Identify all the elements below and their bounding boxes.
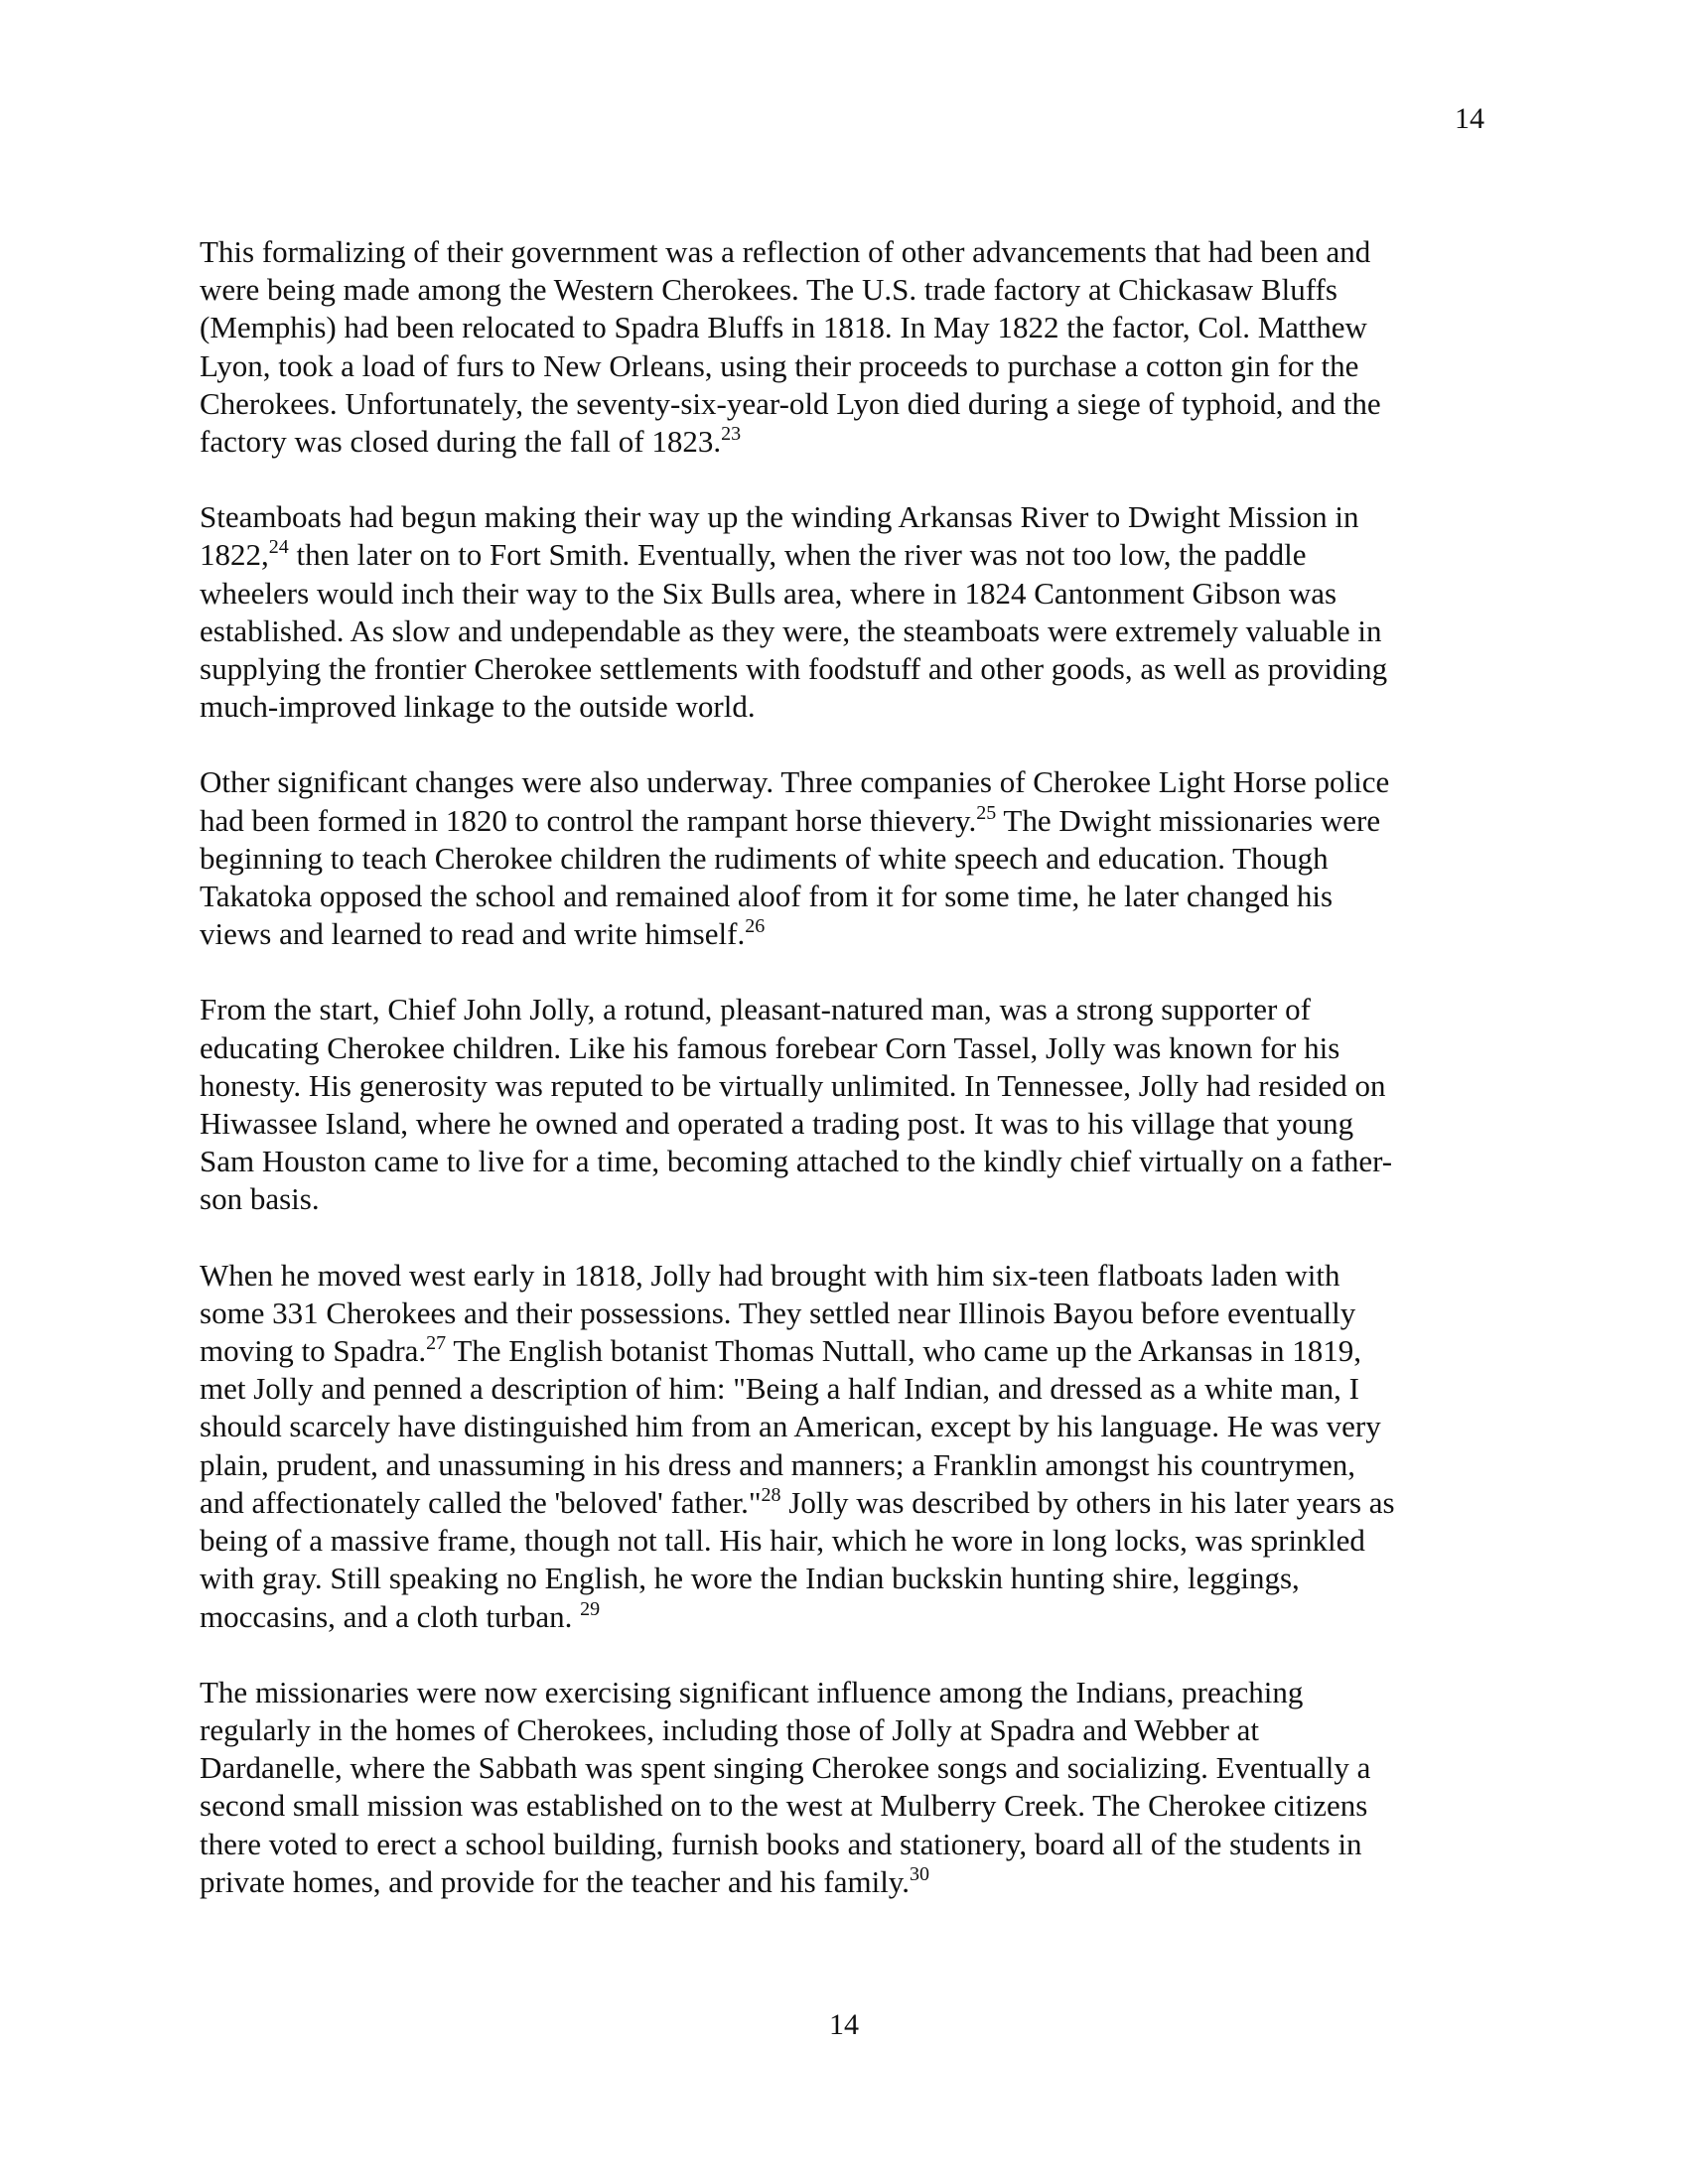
footnote-ref: 23 [721,423,742,446]
page-number-top: 14 [1455,102,1484,135]
footnote-ref: 29 [580,1597,601,1620]
paragraph [200,991,1490,1218]
text-line: were being made among the Western Cherokees. The U.S. trade factory at Chickasaw Bluffs [200,272,1337,308]
text-line: moving to Spadra. [200,1333,427,1369]
footnote-ref: 25 [976,801,997,824]
text-line: 1822, [200,537,269,573]
text-line: there voted to erect a school building, furnish books and stationery, board all of the students in [200,1826,1362,1861]
paragraph [200,233,1490,461]
text-line: From the start, Chief John Jolly, a rotund, pleasant-natured man, was a strong supporter of [200,992,1311,1027]
paragraph [200,763,1490,953]
text-line: had been formed in 1820 to control the rampant horse thievery. [200,802,977,838]
footnote-ref: 30 [910,1862,930,1885]
text-line: Sam Houston came to live for a time, becoming attached to the kindly chief virtually on a father- [200,1144,1393,1179]
text-line: beginning to teach Cherokee children the rudiments of white speech and education. Though [200,840,1329,876]
page-number-bottom: 14 [829,2008,859,2041]
text-line: plain, prudent, and unassuming in his dress and manners; a Franklin amongst his countrymen, [200,1446,1356,1482]
text-line: Other significant changes were also underway. Three companies of Cherokee Light Horse police [200,764,1390,800]
text-line: Hiwassee Island, where he owned and operated a trading post. It was to his village that young [200,1106,1354,1142]
text-line-continuation: then later on to Fort Smith. Eventually, when the river was not too low, the paddle [288,537,1307,573]
text-line: The missionaries were now exercising significant influence among the Indians, preaching [200,1674,1304,1709]
text-line: second small mission was established on to the west at Mulberry Creek. The Cherokee citizens [200,1788,1368,1824]
footnote-ref: 28 [761,1483,781,1506]
text-line: private homes, and provide for the teacher and his family. [200,1863,911,1899]
text-line: supplying the frontier Cherokee settlements with foodstuff and other goods, as well as providing [200,651,1388,687]
text-line: Steamboats had begun making their way up the winding Arkansas River to Dwight Mission in [200,499,1359,535]
text-line: established. As slow and undependable as they were, the steamboats were extremely valuable in [200,613,1382,648]
text-line: with gray. Still speaking no English, he wore the Indian buckskin hunting shire, leggings, [200,1561,1300,1596]
text-line: This formalizing of their government was a reflection of other advancements that had been and [200,234,1371,269]
text-line-continuation: The Dwight missionaries were [996,802,1381,838]
paragraph [200,498,1490,726]
text-line: factory was closed during the fall of 1823. [200,424,722,460]
text-line: views and learned to read and write himself. [200,916,746,952]
text-line: should scarcely have distinguished him from an American, except by his language. He was very [200,1409,1381,1444]
text-line: and affectionately called the 'beloved' father." [200,1484,762,1520]
text-line: Dardanelle, where the Sabbath was spent singing Cherokee songs and socializing. Eventually a [200,1750,1371,1786]
text-line: regularly in the homes of Cherokees, including those of Jolly at Spadra and Webber at [200,1711,1260,1747]
body-text [200,233,1490,1939]
text-line: honesty. His generosity was reputed to be virtually unlimited. In Tennessee, Jolly had resided on [200,1067,1386,1103]
footnote-ref: 24 [268,536,289,559]
text-line: son basis. [200,1181,320,1217]
text-line: When he moved west early in 1818, Jolly had brought with him six-teen flatboats laden with [200,1257,1340,1293]
paragraph [200,1674,1490,1901]
text-line: much-improved linkage to the outside world. [200,689,756,725]
paragraph [200,1257,1490,1636]
text-line: met Jolly and penned a description of him: "Being a half Indian, and dressed as a white man, I [200,1371,1359,1407]
footnote-ref: 27 [426,1332,447,1355]
text-line: being of a massive frame, though not tall. His hair, which he wore in long locks, was sprinkled [200,1523,1365,1559]
text-line-continuation: Jolly was described by others in his later years as [780,1484,1395,1520]
text-line: some 331 Cherokees and their possessions. They settled near Illinois Bayou before eventually [200,1295,1356,1330]
text-line: educating Cherokee children. Like his famous forebear Corn Tassel, Jolly was known for his [200,1029,1340,1065]
text-line: Lyon, took a load of furs to New Orleans, using their proceeds to purchase a cotton gin for the [200,347,1359,383]
text-line: Takatoka opposed the school and remained aloof from it for some time, he later changed his [200,879,1334,914]
text-line: wheelers would inch their way to the Six Bulls area, where in 1824 Cantonment Gibson was [200,575,1337,611]
text-line: (Memphis) had been relocated to Spadra Bluffs in 1818. In May 1822 the factor, Col. Matthew [200,310,1367,345]
text-line-continuation: The English botanist Thomas Nuttall, who came up the Arkansas in 1819, [446,1333,1362,1369]
text-line: moccasins, and a cloth turban. [200,1598,581,1634]
text-line: Cherokees. Unfortunately, the seventy-six-year-old Lyon died during a siege of typhoid, and the [200,385,1381,421]
footnote-ref: 26 [745,915,766,938]
